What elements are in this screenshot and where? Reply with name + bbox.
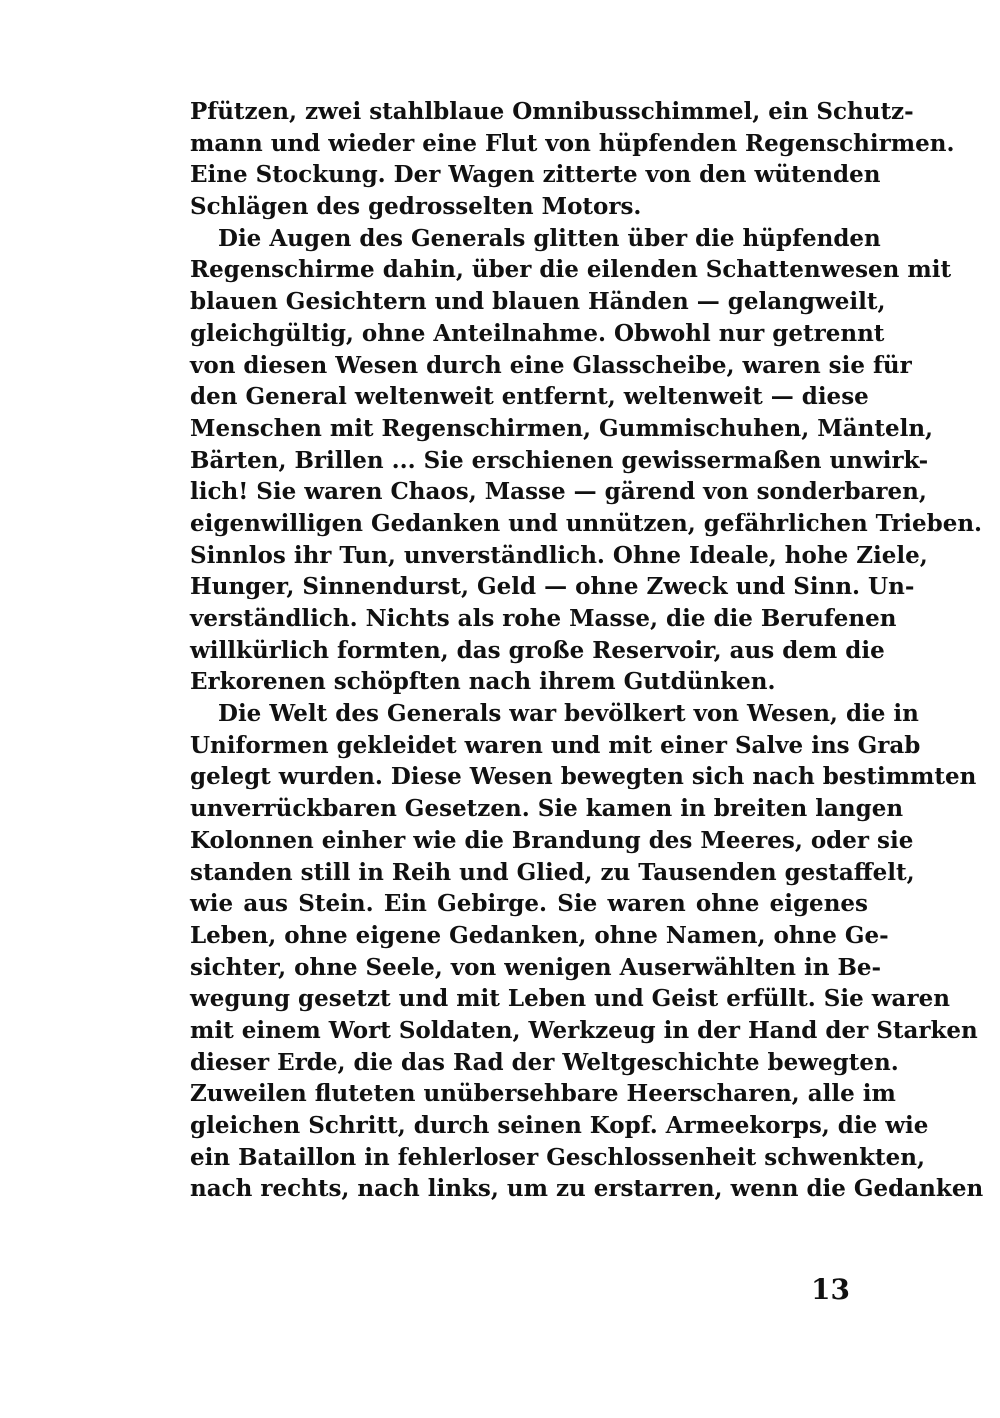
text-line: Kolonnen einher wie die Brandung des Meeres, oder sie — [190, 826, 914, 854]
text-line: lich! Sie waren Chaos, Masse — gärend von sonderbaren, — [190, 478, 927, 506]
text-line: den General weltenweit entfernt, weltenweit — diese — [190, 383, 869, 411]
page-number: 13 — [811, 1273, 850, 1306]
text-line: wegung gesetzt und mit Leben und Geist erfüllt. Sie waren — [190, 985, 950, 1013]
text-line: eigenwilligen Gedanken und unnützen, gefährlichen Trieben. — [190, 509, 983, 537]
text-line: Die Welt des Generals war bevölkert von Wesen, die in — [218, 700, 919, 728]
text-line: standen still in Reih und Glied, zu Tausenden gestaffelt, — [190, 858, 915, 886]
text-line: ein Bataillon in fehlerloser Geschlossenheit schwenkten, — [190, 1143, 926, 1171]
text-line: Zuweilen fluteten unübersehbare Heerscharen, alle im — [190, 1080, 896, 1108]
text-line: Regenschirme dahin, über die eilenden Schattenwesen mit — [190, 256, 952, 284]
text-line: willkürlich formten, das große Reservoir, aus dem die — [190, 636, 885, 664]
text-line: Pfützen, zwei stahlblaue Omnibusschimmel, ein Schutz- — [190, 98, 914, 125]
text-line: wie aus Stein. Ein Gebirge. Sie waren ohne eigenes — [190, 890, 868, 918]
text-line: blauen Gesichtern und blauen Händen — gelangweilt, — [190, 288, 886, 316]
text-line: nach rechts, nach links, um zu erstarren, wenn die Gedanken — [190, 1175, 984, 1203]
text-line: Die Augen des Generals glitten über die hüpfenden — [218, 224, 881, 252]
text-line: mit einem Wort Soldaten, Werkzeug in der Hand der Starken — [190, 1016, 978, 1044]
text-line: Eine Stockung. Der Wagen zitterte von den wütenden — [190, 161, 881, 189]
text-line: Sinnlos ihr Tun, unverständlich. Ohne Ideale, hohe Ziele, — [190, 541, 928, 569]
text-line: Uniformen gekleidet waren und mit einer Salve ins Grab — [190, 731, 921, 759]
text-line: mann und wieder eine Flut von hüpfenden Regenschirmen. — [190, 129, 955, 157]
text-line: gleichgültig, ohne Anteilnahme. Obwohl nur getrennt — [190, 319, 885, 347]
body-text — [190, 96, 984, 1205]
text-line: dieser Erde, die das Rad der Weltgeschichte bewegten. — [190, 1048, 899, 1076]
text-line: Erkorenen schöpften nach ihrem Gutdünken. — [190, 668, 776, 696]
text-line: von diesen Wesen durch eine Glasscheibe, waren sie für — [190, 351, 912, 379]
text-line: gelegt wurden. Diese Wesen bewegten sich nach bestimmten — [190, 763, 977, 791]
text-line: Schlägen des gedrosselten Motors. — [190, 193, 642, 221]
text-line: gleichen Schritt, durch seinen Kopf. Armeekorps, die wie — [190, 1112, 929, 1139]
text-line: sichter, ohne Seele, von wenigen Auserwählten in Be- — [190, 953, 882, 981]
text-line: Bärten, Brillen ... Sie erschienen gewissermaßen unwirk- — [190, 446, 929, 474]
text-line: unverrückbaren Gesetzen. Sie kamen in breiten langen — [190, 795, 904, 823]
text-line: Menschen mit Regenschirmen, Gummischuhen, Mänteln, — [190, 414, 934, 442]
text-line: Leben, ohne eigene Gedanken, ohne Namen, ohne Ge- — [190, 921, 889, 949]
text-line: verständlich. Nichts als rohe Masse, die die Berufenen — [190, 605, 897, 632]
text-line: Hunger, Sinnendurst, Geld — ohne Zweck und Sinn. Un- — [190, 573, 915, 601]
